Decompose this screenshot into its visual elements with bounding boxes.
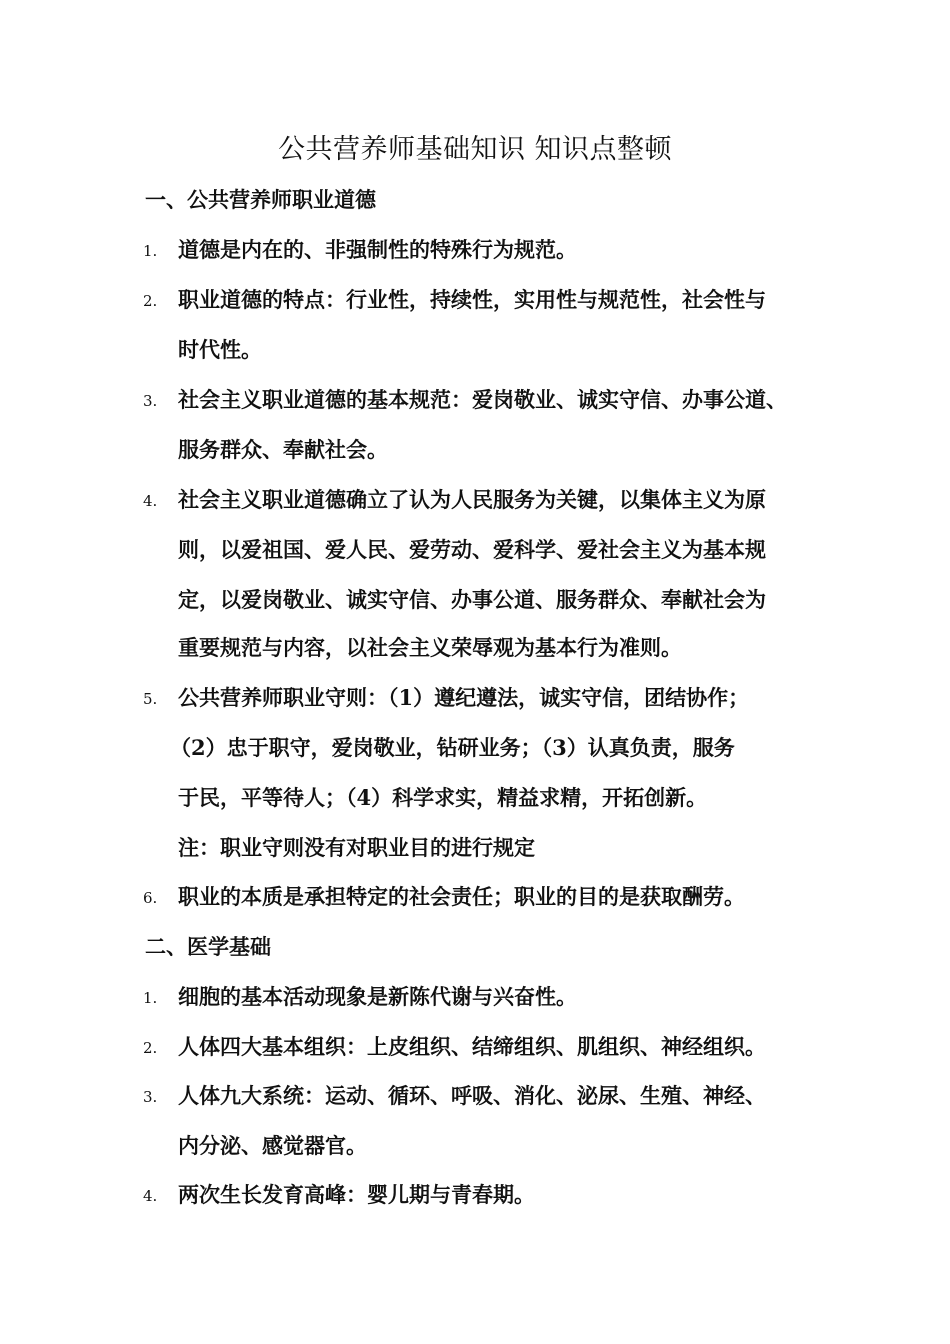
item-text: 职业道德的特点：行业性，持续性，实用性与规范性，社会性与 <box>178 287 766 312</box>
item-number: 1. <box>143 242 158 260</box>
item-text: 人体九大系统：运动、循环、呼吸、消化、泌尿、生殖、神经、 <box>178 1083 766 1108</box>
item-text: 于民，平等待人；（4）科学求实，精益求精，开拓创新。 <box>178 785 708 810</box>
item-number: 3. <box>143 392 158 410</box>
item-text: 公共营养师职业守则：（1）遵纪遵法，诚实守信，团结协作； <box>178 685 750 710</box>
item-number: 1. <box>143 989 158 1007</box>
item-text: 内分泌、感觉器官。 <box>178 1133 367 1158</box>
item-number: 5. <box>143 690 158 708</box>
item-number: 4. <box>143 492 158 510</box>
item-text: 时代性。 <box>178 337 262 362</box>
item-text: 重要规范与内容，以社会主义荣辱观为基本行为准则。 <box>178 635 682 660</box>
item-number: 4. <box>143 1187 158 1205</box>
item-number: 6. <box>143 889 158 907</box>
item-number: 2. <box>143 292 158 310</box>
item-text: 道德是内在的、非强制性的特殊行为规范。 <box>178 237 577 262</box>
section-heading: 一、公共营养师职业道德 <box>145 187 376 212</box>
item-number: 2. <box>143 1039 158 1057</box>
item-text: 细胞的基本活动现象是新陈代谢与兴奋性。 <box>178 984 577 1009</box>
item-note: 注：职业守则没有对职业目的进行规定 <box>178 835 535 860</box>
item-text: 职业的本质是承担特定的社会责任；职业的目的是获取酬劳。 <box>178 884 745 909</box>
page-title: 公共营养师基础知识 知识点整顿 <box>277 134 673 165</box>
item-text: 定，以爱岗敬业、诚实守信、办事公道、服务群众、奉献社会为 <box>178 587 766 612</box>
item-text: 则，以爱祖国、爱人民、爱劳动、爱科学、爱社会主义为基本规 <box>178 537 766 562</box>
section-heading: 二、医学基础 <box>145 934 271 959</box>
item-text: 人体四大基本组织：上皮组织、结缔组织、肌组织、神经组织。 <box>178 1034 766 1059</box>
item-text: 服务群众、奉献社会。 <box>178 437 388 462</box>
item-text: 两次生长发育高峰：婴儿期与青春期。 <box>178 1182 535 1207</box>
item-text: （2）忠于职守，爱岗敬业，钻研业务；（3）认真负责，服务 <box>170 735 735 760</box>
item-number: 3. <box>143 1088 158 1106</box>
item-text: 社会主义职业道德的基本规范：爱岗敬业、诚实守信、办事公道、 <box>178 387 787 412</box>
item-text: 社会主义职业道德确立了认为人民服务为关键，以集体主义为原 <box>178 487 766 512</box>
